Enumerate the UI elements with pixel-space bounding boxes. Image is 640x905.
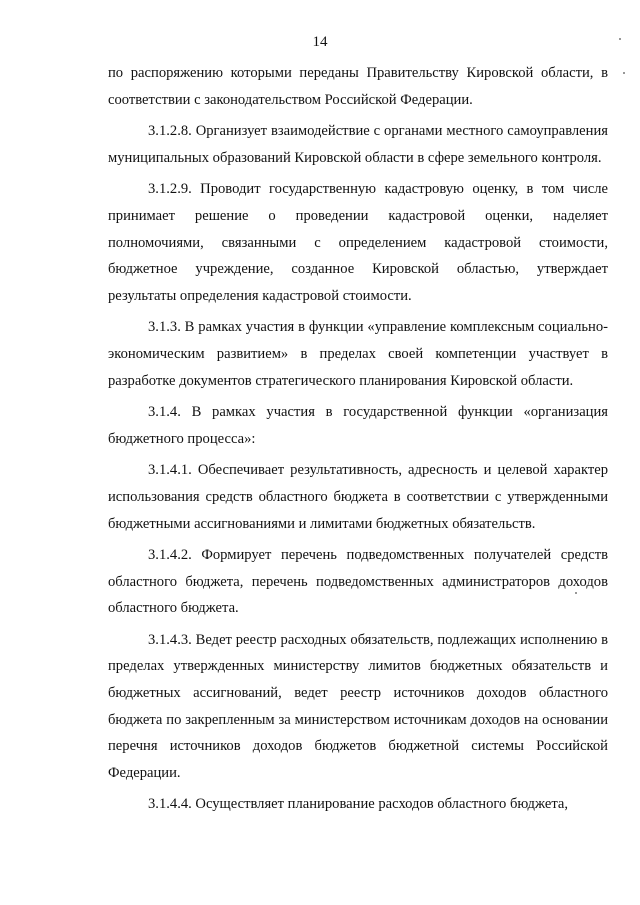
document-body (108, 60, 608, 818)
paragraph-3-1-2-8: 3.1.2.8. Организует взаимодействие с органами местного самоуправления муниципальных образований Кировской области в сфере земельного контроля. (108, 123, 608, 166)
paragraph-3-1-2-9: 3.1.2.9. Проводит государственную кадастровую оценку, в том числе принимает решение о проведении кадастровой оценки, наделяет полномочиями, связанными с определением кадастровой стоимости, бюджетное учреждение, созданное Кировской областью, утверждает результаты определения кадастровой стоимости. (108, 181, 608, 304)
paragraph-3-1-4: 3.1.4. В рамках участия в государственной функции «организация бюджетного процесса»: (108, 404, 608, 447)
scan-speck (623, 72, 625, 74)
page-number: 14 (312, 34, 328, 50)
paragraph-3-1-4-4: 3.1.4.4. Осуществляет планирование расходов областного бюджета, (148, 796, 569, 813)
paragraph-3-1-3: 3.1.3. В рамках участия в функции «управление комплексным социально-экономическим развитием» в пределах своей компетенции участвует в разработке документов стратегического планирования Кировской области. (108, 319, 608, 389)
scan-speck (575, 592, 577, 594)
paragraph-3-1-4-2: 3.1.4.2. Формирует перечень подведомственных получателей средств областного бюджета, перечень подведомственных администраторов доходов областного бюджета. (108, 547, 608, 617)
paragraph-3-1-4-3: 3.1.4.3. Ведет реестр расходных обязательств, подлежащих исполнению в пределах утвержденных министерству лимитов бюджетных обязательств и бюджетных ассигнований, ведет реестр источников доходов областного бюджета по закрепленным за министерством источникам доходов на основании перечня источников доходов бюджетов бюджетной системы Российской Федерации. (108, 631, 608, 781)
scan-speck (619, 38, 621, 40)
paragraph-3-1-4-1: 3.1.4.1. Обеспечивает результативность, адресность и целевой характер использования средств областного бюджета в соответствии с утвержденными бюджетными ассигнованиями и лимитами бюджетных обязательств. (108, 462, 608, 532)
paragraph-continuation: по распоряжению которыми переданы Правительству Кировской области, в соответствии с законодательством Российской Федерации. (108, 65, 608, 108)
